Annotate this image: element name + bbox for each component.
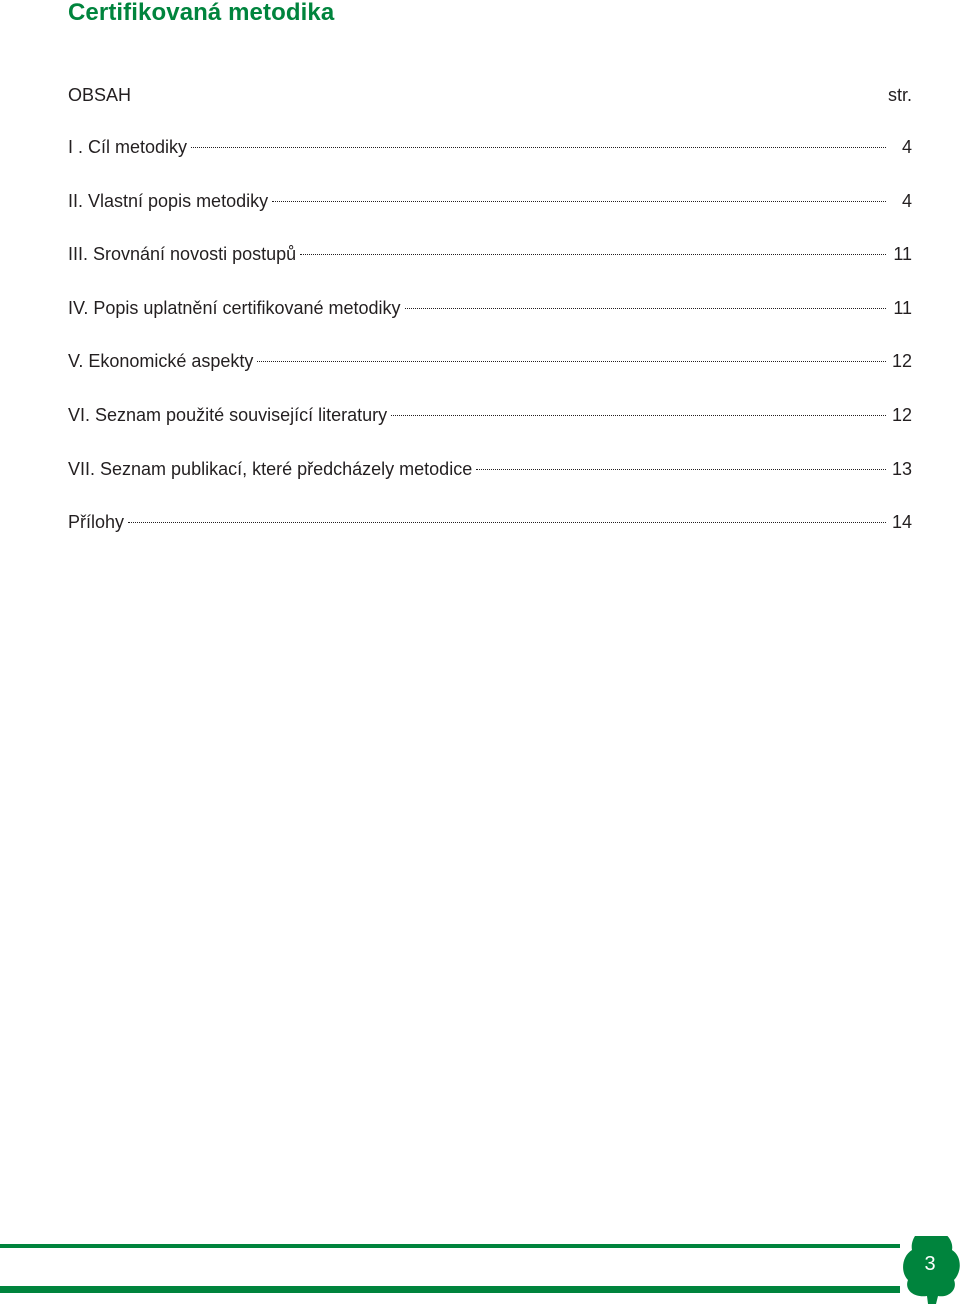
- toc-entry-page: 11: [893, 244, 912, 265]
- toc-leader-dots: [300, 254, 886, 255]
- toc-leader-dots: [391, 415, 886, 416]
- toc-entry[interactable]: [68, 346, 912, 400]
- footer-decoration: [0, 1236, 960, 1304]
- toc-leader-dots: [128, 522, 886, 523]
- toc-entry-label: IV. Popis uplatnění certifikované metodiky: [68, 297, 401, 318]
- toc-header: [68, 80, 912, 110]
- toc-entry-label: VI. Seznam použité související literatury: [68, 404, 388, 425]
- page-number: 3: [924, 1253, 936, 1275]
- toc-entry-label: VII. Seznam publikací, které předcházely metodice: [68, 458, 473, 479]
- toc-entry[interactable]: [68, 293, 912, 347]
- page-footer: [0, 1236, 960, 1304]
- toc-list: [68, 132, 912, 561]
- toc-entry[interactable]: [68, 454, 912, 508]
- toc-entry-page: 12: [891, 404, 912, 425]
- toc-entry-page: 13: [891, 458, 912, 479]
- toc-leader-dots: [272, 201, 886, 202]
- toc-entry-label: II. Vlastní popis metodiky: [68, 190, 269, 211]
- toc-leader-dots: [257, 361, 886, 362]
- toc-leader-dots: [191, 147, 886, 148]
- toc-entry[interactable]: [68, 507, 912, 561]
- page-title: Certifikovaná metodika: [68, 0, 335, 26]
- footer-rule-lower: [0, 1286, 900, 1293]
- toc-entry-page: 4: [901, 137, 912, 157]
- toc-page-column-label: str.: [887, 85, 912, 105]
- toc-leader-dots: [405, 308, 886, 309]
- toc-entry-page: 12: [891, 351, 912, 372]
- toc-leader-dots: [476, 469, 886, 470]
- toc-entry-page: 11: [893, 297, 912, 318]
- toc-entry-label: Přílohy: [68, 512, 125, 533]
- toc-entry-label: V. Ekonomické aspekty: [68, 351, 254, 372]
- toc-entry-label: III. Srovnání novosti postupů: [68, 244, 297, 265]
- toc-entry[interactable]: [68, 186, 912, 240]
- toc-heading: OBSAH: [68, 85, 132, 105]
- toc-entry[interactable]: [68, 239, 912, 293]
- toc-entry[interactable]: [68, 400, 912, 454]
- footer-rule-upper: [0, 1244, 900, 1248]
- table-of-contents: [68, 80, 912, 561]
- toc-entry[interactable]: [68, 132, 912, 186]
- toc-entry-page: 14: [891, 512, 912, 533]
- toc-entry-page: 4: [901, 190, 912, 211]
- toc-entry-label: I . Cíl metodiky: [68, 137, 188, 157]
